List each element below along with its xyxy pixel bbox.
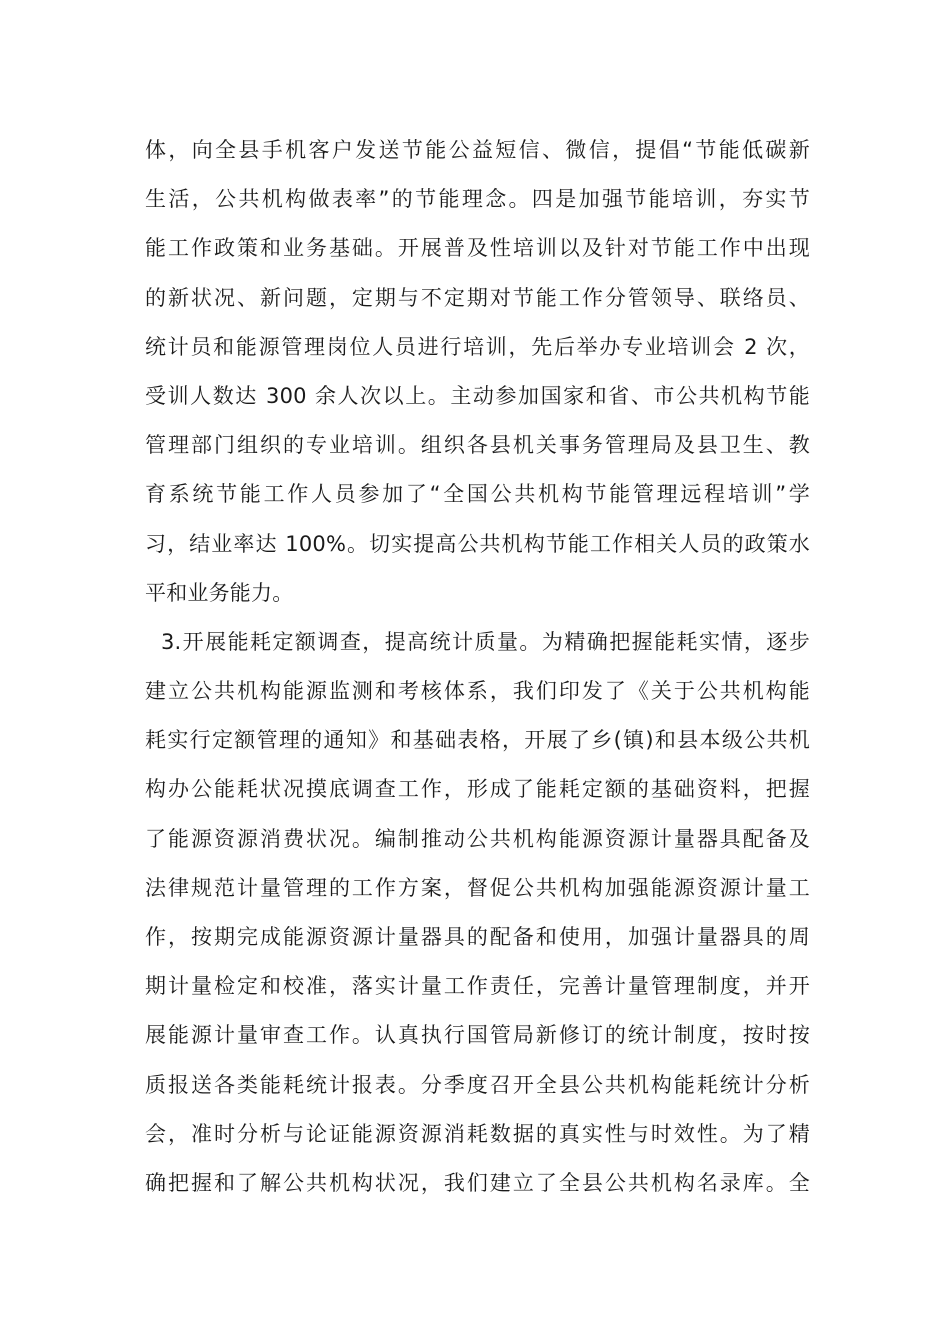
text-line: 展能源计量审查工作。认真执行国管局新修订的统计制度，按时按 (145, 1023, 810, 1048)
text-line: 体，向全县手机客户发送节能公益短信、微信，提倡“节能低碳新 (145, 138, 810, 162)
text-line: 习，结业率达 100%。切实提高公共机构节能工作相关人员的政策水 (145, 531, 810, 556)
text-line: 育系统节能工作人员参加了“全国公共机构节能管理远程培训”学 (145, 482, 810, 507)
text-line: 建立公共机构能源监测和考核体系，我们印发了《关于公共机构能 (145, 679, 810, 704)
text-line: 会，准时分析与论证能源资源消耗数据的真实性与时效性。为了精 (145, 1121, 810, 1146)
text-line: 管理部门组织的专业培训。组织各县机关事务管理局及县卫生、教 (145, 433, 810, 458)
text-line: 能工作政策和业务基础。开展普及性培训以及针对节能工作中出现 (145, 236, 810, 261)
text-line: 的新状况、新问题，定期与不定期对节能工作分管领导、联络员、 (145, 285, 810, 310)
text-line: 构办公能耗状况摸底调查工作，形成了能耗定额的基础资料，把握 (145, 777, 810, 802)
text-line: 3.开展能耗定额调查，提高统计质量。为精确把握能耗实情，逐步 (161, 629, 810, 654)
text-line: 耗实行定额管理的通知》和基础表格，开展了乡(镇)和县本级公共机 (145, 728, 810, 753)
text-line: 确把握和了解公共机构状况，我们建立了全县公共机构名录库。全 (145, 1170, 810, 1195)
text-line: 作，按期完成能源资源计量器具的配备和使用，加强计量器具的周 (145, 925, 810, 949)
document-body-text (145, 126, 810, 1208)
text-line: 法律规范计量管理的工作方案，督促公共机构加强能源资源计量工 (145, 875, 810, 900)
text-line: 了能源资源消费状况。编制推动公共机构能源资源计量器具配备及 (145, 826, 810, 851)
text-line: 受训人数达 300 余人次以上。主动参加国家和省、市公共机构节能 (145, 383, 810, 408)
text-line: 生活，公共机构做表率”的节能理念。四是加强节能培训，夯实节 (145, 187, 810, 212)
text-line: 质报送各类能耗统计报表。分季度召开全县公共机构能耗统计分析 (145, 1072, 810, 1097)
text-line: 统计员和能源管理岗位人员进行培训，先后举办专业培训会 2 次， (145, 334, 810, 359)
text-line: 期计量检定和校准，落实计量工作责任，完善计量管理制度，并开 (145, 974, 810, 999)
text-line: 平和业务能力。 (145, 580, 294, 605)
